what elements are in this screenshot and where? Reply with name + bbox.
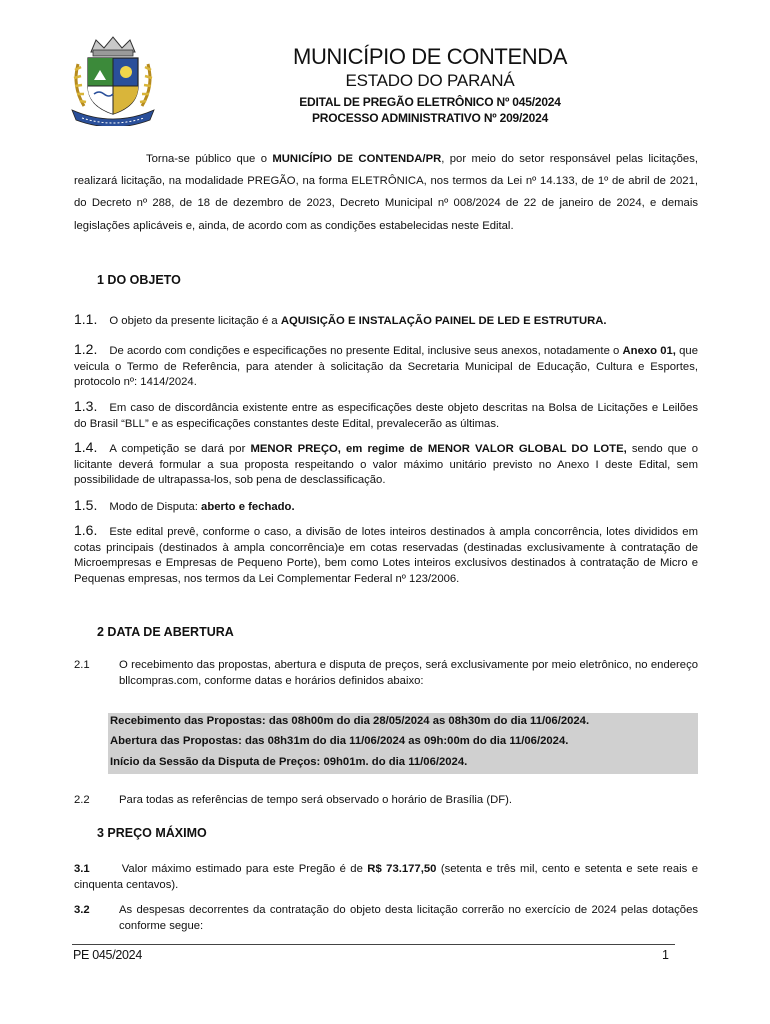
clause-number: 1.4. — [74, 439, 98, 455]
intro-text-bold: MUNICÍPIO DE CONTENDA/PR — [272, 153, 442, 165]
clause-text: Valor máximo estimado para este Pregão é de — [121, 863, 368, 875]
clause-text: Em caso de discordância existente entre as especificações deste objeto descritas na Bolsa de Licitações e Leilões do Brasil “BLL” e as especificações constantes deste Edital, prevalecerão as últimas. — [74, 402, 698, 430]
clause-text: As despesas decorrentes da contratação do objeto desta licitação correrão no exercício de 2024 pelas dotações conforme segue: — [119, 904, 698, 932]
clause-bold-text: AQUISIÇÃO E INSTALAÇÃO PAINEL DE LED E ESTRUTURA. — [280, 315, 607, 327]
clause-number: 3.1 — [74, 863, 90, 875]
clause-bold-text: Anexo 01, — [622, 345, 676, 357]
clause-text: De acordo com condições e especificações no presente Edital, inclusive seus anexos, notadamente o — [109, 345, 623, 357]
clause-number: 2.1 — [74, 659, 90, 671]
footer-document-code: PE 045/2024 — [73, 948, 142, 962]
schedule-box — [108, 713, 698, 774]
clause-text: que veicula o Termo de Referência, para atender à solicitação da Secretaria Municipal de Educação, Cultura e Esportes, protocolo nº: 1414/2024. — [74, 345, 698, 389]
section-heading-objeto: 1 DO OBJETO — [97, 273, 181, 287]
clause-3-1 — [74, 862, 698, 893]
clause-1-1 — [74, 312, 698, 330]
clause-1-2 — [74, 342, 698, 391]
process-number: PROCESSO ADMINISTRATIVO Nº 209/2024 — [311, 111, 549, 125]
section-heading-data-abertura: 2 DATA DE ABERTURA — [97, 625, 234, 639]
clause-number: 1.1. — [74, 311, 98, 327]
clause-text: Modo de Disputa: — [109, 501, 202, 513]
clause-1-4 — [74, 440, 698, 489]
clause-number: 1.5. — [74, 497, 98, 513]
clause-number: 1.2. — [74, 341, 98, 357]
edital-number: EDITAL DE PREGÃO ELETRÔNICO Nº 045/2024 — [299, 95, 561, 109]
clause-1-6 — [74, 523, 698, 587]
clause-1-5 — [74, 498, 698, 516]
page-number: 1 — [662, 948, 669, 962]
clause-text: O recebimento das propostas, abertura e disputa de preços, será exclusivamente por meio eletrônico, no endereço bllcompras.com, conforme datas e horários definidos abaixo: — [119, 659, 698, 687]
clause-bold-text: MENOR PREÇO, em regime de MENOR VALOR GLOBAL DO LOTE, — [250, 443, 627, 455]
state-title: ESTADO DO PARANÁ — [345, 71, 515, 90]
municipal-coat-of-arms-icon — [66, 34, 160, 126]
clause-text: (setenta e três mil, cento e setenta e sete reais e cinquenta centavos). — [74, 863, 698, 891]
municipality-title: MUNICÍPIO DE CONTENDA — [293, 44, 567, 69]
schedule-line-sessao: Início da Sessão da Disputa de Preços: 09h01m. do dia 11/06/2024. — [110, 756, 468, 768]
clause-text: A competição se dará por — [109, 443, 251, 455]
footer-divider — [72, 944, 675, 945]
intro-text-a: Torna-se público que o — [146, 153, 273, 165]
clause-number: 2.2 — [74, 794, 90, 806]
clause-number: 1.3. — [74, 398, 98, 414]
clause-bold-text: R$ 73.177,50 — [367, 863, 437, 875]
schedule-line-recebimento: Recebimento das Propostas: das 08h00m do dia 28/05/2024 as 08h30m do dia 11/06/2024. — [110, 715, 590, 727]
intro-text-b: , por meio do setor responsável pelas licitações, realizará licitação, na modalidade PREGÃO, na forma ELETRÔNICA, nos termos da Lei nº 14.133, de 1º de abril de 2021, do Decreto nº 288, de 18 de dezembro de 2023, Decreto Municipal nº 008/2024 de 22 de janeiro de 2024, e demais legislações aplicáveis e, ainda, de acordo com as condições estabelecidas neste Edital. — [74, 153, 698, 232]
section-heading-preco-maximo: 3 PREÇO MÁXIMO — [97, 826, 207, 840]
clause-text: sendo que o licitante deverá formular a sua proposta respeitando o valor máximo unitário previsto no Anexo I deste Edital, sem possibilidade de ultrapassa-los, sob pena de desclassificação. — [74, 443, 698, 487]
clause-text: O objeto da presente licitação é a — [109, 315, 281, 327]
clause-number: 1.6. — [74, 522, 98, 538]
schedule-line-abertura: Abertura das Propostas: das 08h31m do dia 11/06/2024 as 09h:00m do dia 11/06/2024. — [110, 735, 569, 747]
clause-text: Para todas as referências de tempo será observado o horário de Brasília (DF). — [119, 794, 513, 806]
intro-paragraph — [74, 148, 698, 237]
clause-number: 3.2 — [74, 904, 90, 916]
clause-text: Este edital prevê, conforme o caso, a divisão de lotes inteiros destinados à ampla concorrência, lotes divididos em cotas principais (destinados à ampla concorrência)e em cotas reservadas (destinadas exclusivamente à contratação de Microempresas e Empresas de Pequeno Porte), bem como Lotes inteiros exclusivos destinados à contratação de Micro e Pequenas empresas, nos termos da Lei Complementar Federal nº 123/2006. — [74, 526, 698, 585]
clause-bold-text: aberto e fechado. — [201, 501, 295, 513]
clause-1-3 — [74, 399, 698, 432]
